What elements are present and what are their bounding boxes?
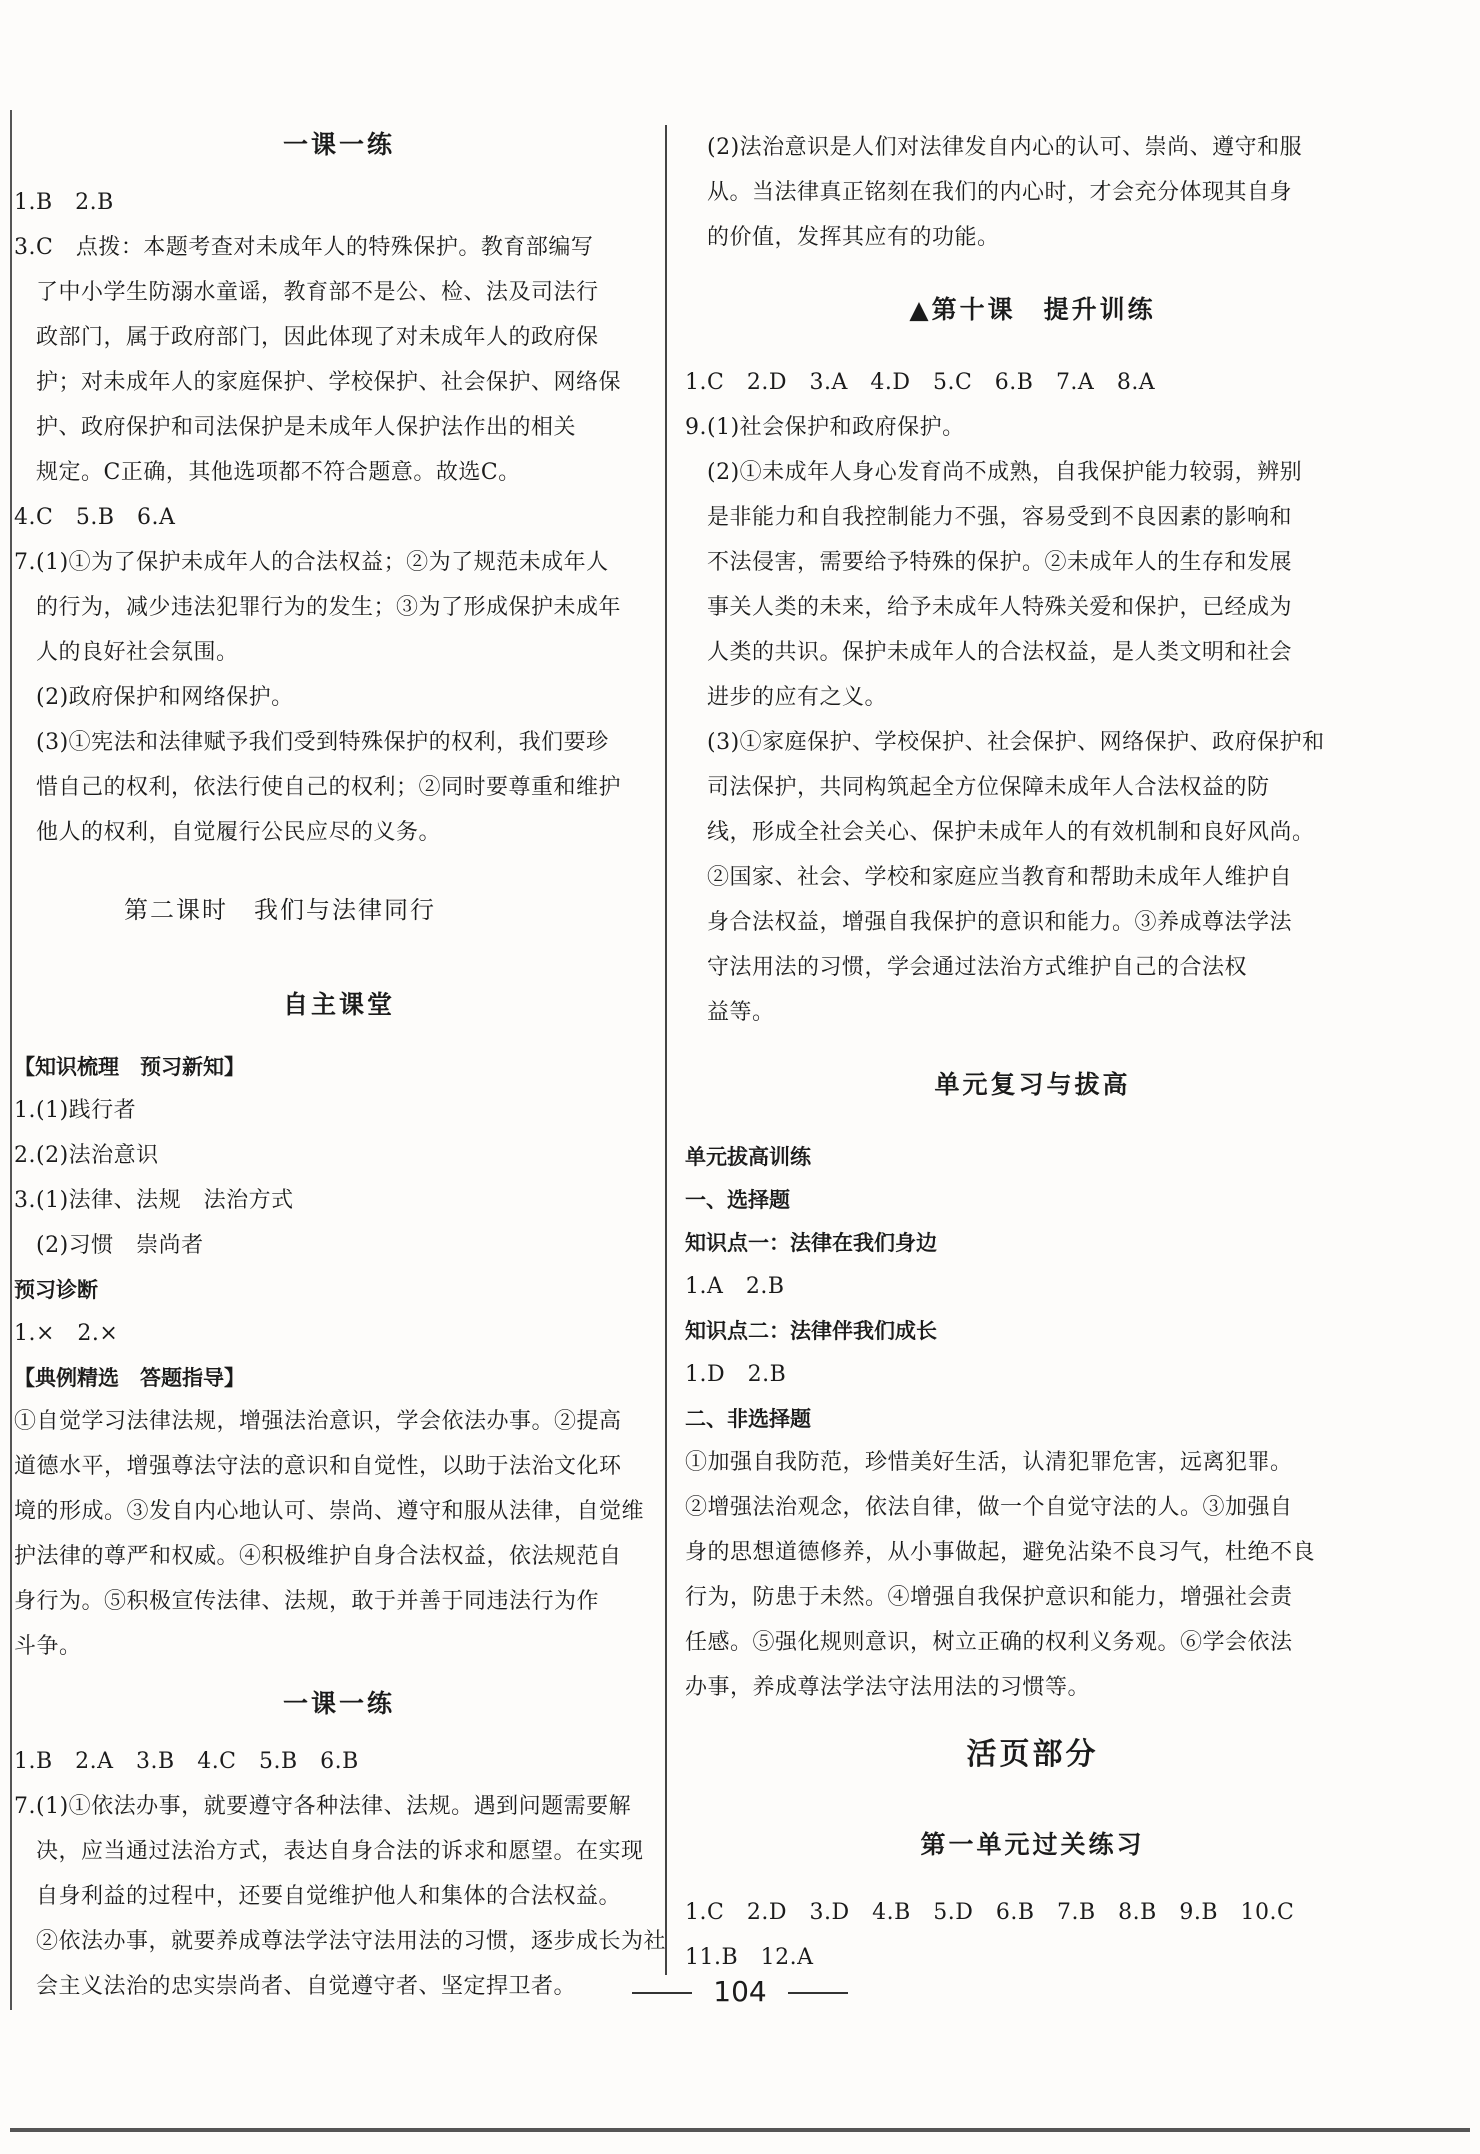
subheading: 预习诊断 [14,1277,98,1302]
answer-line: 惜自己的权利，依法行使自己的权利；②同时要尊重和维护 [36,775,622,800]
section-heading: 活页部分 [966,1737,1099,1772]
bottom-rule [10,2128,1470,2132]
left-column [10,110,667,2010]
answer-line: 1.A 2.B [685,1274,785,1299]
section-heading: 第二课时 我们与法律同行 [124,896,436,924]
answer-line: ②国家、社会、学校和家庭应当教育和帮助未成年人维护自 [707,865,1293,890]
answer-line: 司法保护，共同构筑起全方位保障未成年人合法权益的防 [707,775,1270,800]
answer-line: 1.B 2.A 3.B 4.C 5.B 6.B [14,1749,359,1774]
answer-line: 线，形成全社会关心、保护未成年人的有效机制和良好风尚。 [707,820,1315,845]
answer-line: ①自觉学习法律法规，增强法治意识，学会依法办事。②提高 [14,1409,622,1434]
answer-line: 道德水平，增强尊法守法的意识和自觉性，以助于法治文化环 [14,1454,622,1479]
answer-line: 从。当法律真正铭刻在我们的内心时，才会充分体现其自身 [707,180,1293,205]
answer-line: 守法用法的习惯，学会通过法治方式维护自己的合法权 [707,955,1248,980]
answer-line: 1.× 2.× [14,1321,119,1346]
answer-line: (3)①家庭保护、学校保护、社会保护、网络保护、政府保护和 [707,730,1325,755]
answer-line: 护法律的尊严和权威。④积极维护自身合法权益，依法规范自 [14,1544,622,1569]
answer-line: 7.(1)①为了保护未成年人的合法权益；②为了规范未成年人 [14,550,609,575]
answer-line: 护、政府保护和司法保护是未成年人保护法作出的相关 [36,415,577,440]
answer-line: 了中小学生防溺水童谣，教育部不是公、检、法及司法行 [36,280,599,305]
answer-line: 身合法权益，增强自我保护的意识和能力。③养成尊法学法 [707,910,1293,935]
answer-line: 行为，防患于未然。④增强自我保护意识和能力，增强社会责 [685,1585,1293,1610]
answer-line: 的行为，减少违法犯罪行为的发生；③为了形成保护未成年 [36,595,622,620]
answer-line: 不法侵害，需要给予特殊的保护。②未成年人的生存和发展 [707,550,1293,575]
answer-line: 2.(2)法治意识 [14,1143,159,1168]
right-column [665,125,1380,1975]
answer-line: 斗争。 [14,1634,82,1659]
footer-dash-left [632,1992,692,1994]
answer-line: 决，应当通过法治方式，表达自身合法的诉求和愿望。在实现 [36,1839,644,1864]
section-heading: 一课一练 [282,1689,395,1718]
answer-line: 7.(1)①依法办事，就要遵守各种法律、法规。遇到问题需要解 [14,1794,632,1819]
answer-line: 9.(1)社会保护和政府保护。 [685,415,965,440]
answer-line: 1.C 2.D 3.A 4.D 5.C 6.B 7.A 8.A [685,370,1156,395]
answer-line: (2)①未成年人身心发育尚不成熟，自我保护能力较弱，辨别 [707,460,1303,485]
section-heading: 第一单元过关练习 [920,1830,1145,1859]
answer-line: 的价值，发挥其应有的功能。 [707,225,1000,250]
subheading: 【知识梳理 预习新知】 [14,1054,245,1079]
answer-line: (2)政府保护和网络保护。 [36,685,294,710]
answer-line: 进步的应有之义。 [707,685,888,710]
answer-line: (3)①宪法和法律赋予我们受到特殊保护的权利，我们要珍 [36,730,609,755]
subheading: 知识点二：法律伴我们成长 [685,1318,937,1343]
answer-line: 1.C 2.D 3.D 4.B 5.D 6.B 7.B 8.B 9.B 10.C [685,1900,1295,1925]
answer-line: (2)法治意识是人们对法律发自内心的认可、崇尚、遵守和服 [707,135,1303,160]
answer-line: 1.D 2.B [685,1362,787,1387]
answer-line: 3.(1)法律、法规 法治方式 [14,1188,294,1213]
answer-line: 任感。⑤强化规则意识，树立正确的权利义务观。⑥学会依法 [685,1630,1293,1655]
answer-line: 办事，养成尊法学法守法用法的习惯等。 [685,1675,1091,1700]
answer-line: 人类的共识。保护未成年人的合法权益，是人类文明和社会 [707,640,1293,665]
answer-line: 规定。C正确，其他选项都不符合题意。故选C。 [36,460,521,485]
answer-line: ②依法办事，就要养成尊法学法守法用法的习惯，逐步成长为社 [36,1929,667,1954]
answer-line: 是非能力和自我控制能力不强，容易受到不良因素的影响和 [707,505,1293,530]
answer-line: 1.(1)践行者 [14,1098,137,1123]
subheading: 【典例精选 答题指导】 [14,1365,245,1390]
answer-line: 4.C 5.B 6.A [14,505,176,530]
section-heading: 单元复习与拔高 [934,1070,1131,1099]
footer-dash-right [788,1992,848,1994]
answer-line: 自身利益的过程中，还要自觉维护他人和集体的合法权益。 [36,1884,622,1909]
answer-line: 11.B 12.A [685,1945,814,1970]
answer-line: 人的良好社会氛围。 [36,640,239,665]
answer-line: 身行为。⑤积极宣传法律、法规，敢于并善于同违法行为作 [14,1589,600,1614]
answer-line: 境的形成。③发自内心地认可、崇尚、遵守和服从法律，自觉维 [14,1499,645,1524]
answer-line: ②增强法治观念，依法自律，做一个自觉守法的人。③加强自 [685,1495,1293,1520]
page-footer [0,1975,1480,2008]
page-number: 104 [713,1975,767,2008]
section-heading: 自主课堂 [282,990,395,1019]
answer-line: 他人的权利，自觉履行公民应尽的义务。 [36,820,442,845]
section-heading: 一课一练 [282,130,395,159]
section-heading: ▲第十课 提升训练 [909,295,1156,324]
subheading: 知识点一：法律在我们身边 [685,1230,937,1255]
answer-line: 身的思想道德修养，从小事做起，避免沾染不良习气，杜绝不良 [685,1540,1316,1565]
answer-line: (2)习惯 崇尚者 [36,1233,204,1258]
answer-line: 事关人类的未来，给予未成年人特殊关爱和保护，已经成为 [707,595,1293,620]
answer-line: ①加强自我防范，珍惜美好生活，认清犯罪危害，远离犯罪。 [685,1450,1293,1475]
subheading: 一、选择题 [685,1187,790,1212]
subheading: 单元拔高训练 [685,1144,811,1169]
subheading: 二、非选择题 [685,1406,811,1431]
answer-line: 政部门，属于政府部门，因此体现了对未成年人的政府保 [36,325,599,350]
answer-line: 1.B 2.B [14,190,114,215]
answer-line: 益等。 [707,1000,775,1025]
answer-line: 会主义法治的忠实崇尚者、自觉遵守者、坚定捍卫者。 [36,1974,577,1999]
answer-line: 护；对未成年人的家庭保护、学校保护、社会保护、网络保 [36,370,622,395]
answer-line: 3.C 点拨：本题考查对未成年人的特殊保护。教育部编写 [14,235,594,260]
